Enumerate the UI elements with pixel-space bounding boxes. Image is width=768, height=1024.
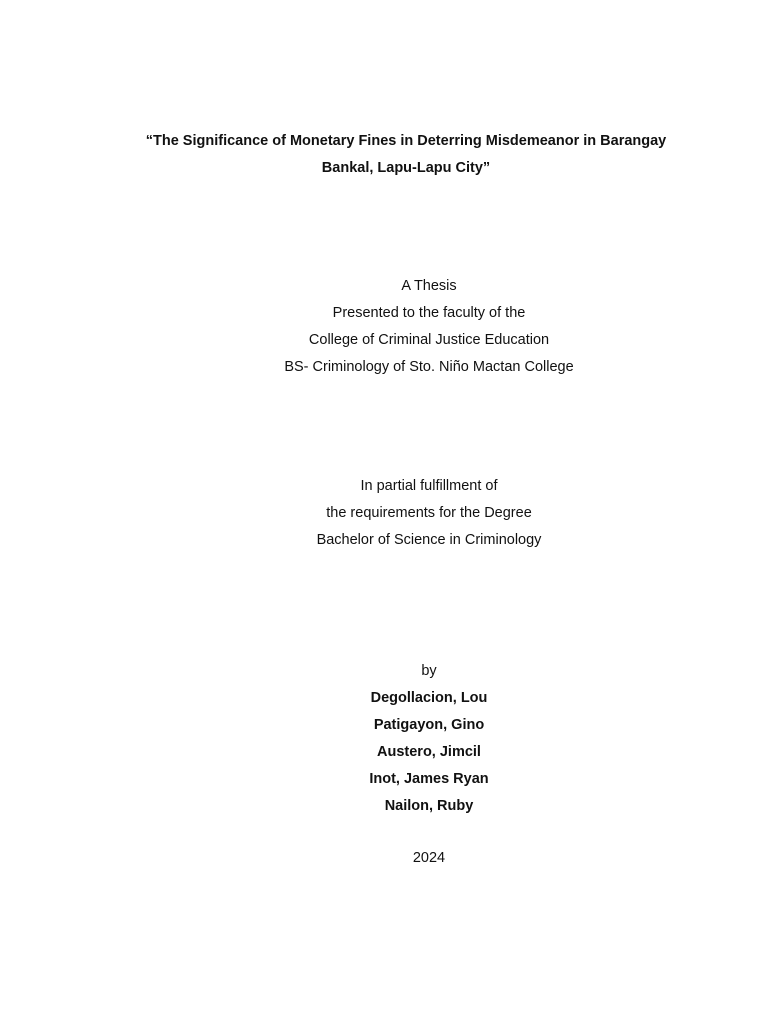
presented-to-line: Presented to the faculty of the bbox=[332, 305, 526, 321]
thesis-label: A Thesis bbox=[401, 278, 457, 294]
by-label: by bbox=[421, 663, 437, 679]
author-name: Austero, Jimcil bbox=[377, 744, 481, 760]
college-line: College of Criminal Justice Education bbox=[308, 332, 550, 348]
author-name: Nailon, Ruby bbox=[384, 798, 474, 814]
fulfillment-line-2: the requirements for the Degree bbox=[326, 505, 532, 521]
degree-line: Bachelor of Science in Criminology bbox=[316, 532, 542, 548]
fulfillment-line-1: In partial fulfillment of bbox=[360, 478, 498, 494]
program-line: BS- Criminology of Sto. Niño Mactan College bbox=[284, 359, 574, 375]
thesis-presentation-block bbox=[0, 273, 768, 381]
year-block bbox=[0, 845, 768, 872]
thesis-title bbox=[60, 128, 752, 182]
fulfillment-block bbox=[0, 473, 768, 554]
title-line-2: Bankal, Lapu-Lapu City” bbox=[321, 160, 491, 176]
year: 2024 bbox=[412, 850, 446, 866]
authors-block bbox=[0, 658, 768, 820]
title-line-1: “The Significance of Monetary Fines in Deterring Misdemeanor in Barangay bbox=[145, 133, 667, 149]
author-name: Degollacion, Lou bbox=[370, 690, 488, 706]
author-name: Patigayon, Gino bbox=[373, 717, 485, 733]
author-name: Inot, James Ryan bbox=[369, 771, 489, 787]
